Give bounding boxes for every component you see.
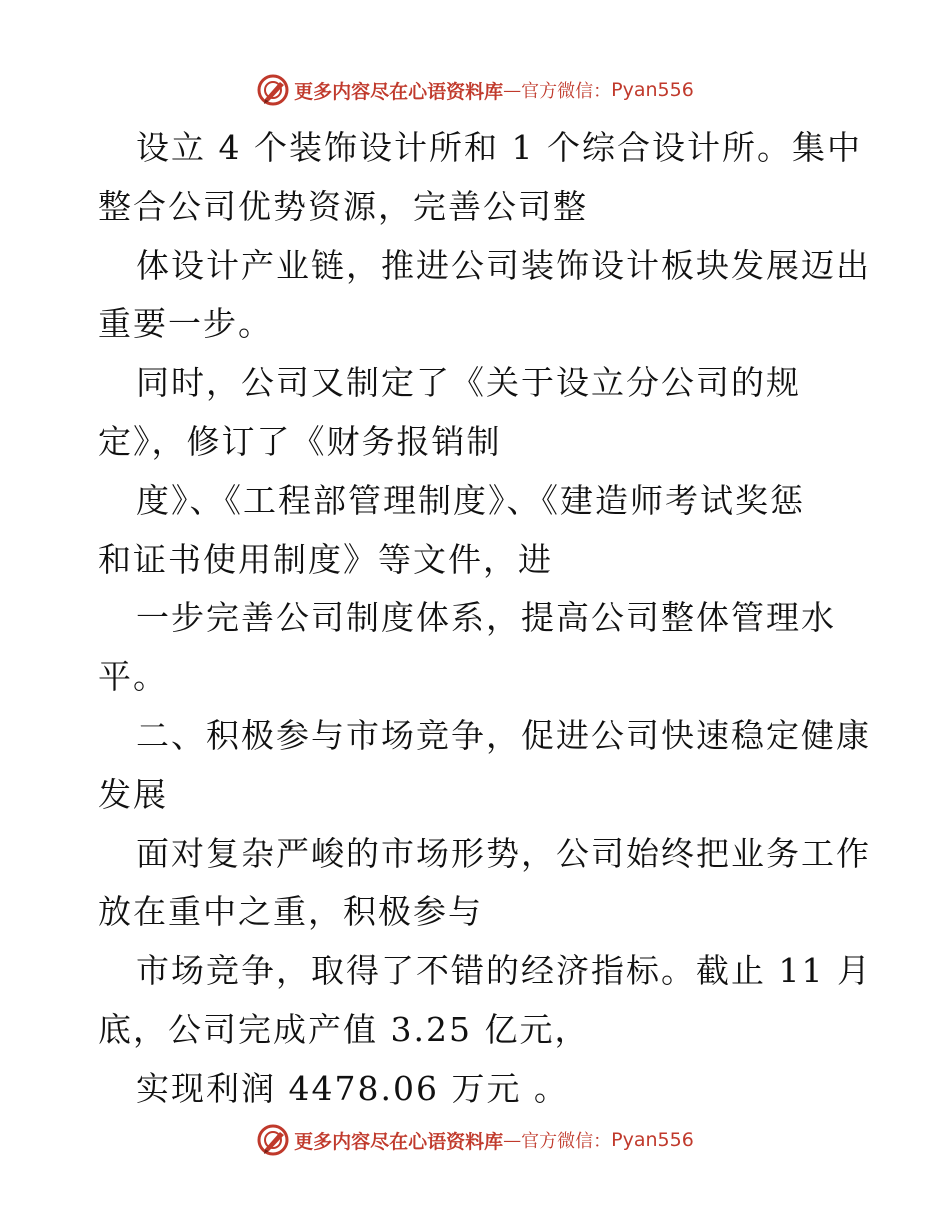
text-line: 和证书使用制度》等文件，进 xyxy=(98,539,553,579)
watermark-label: 官方微信： xyxy=(521,1131,612,1152)
watermark-text: 更多内容尽在心语资料库 xyxy=(294,80,504,103)
text-line: 重要一步。 xyxy=(98,304,273,344)
watermark-dash: — xyxy=(503,79,522,101)
text-line: 同时，公司又制定了《关于设立分公司的规 xyxy=(136,363,801,403)
watermark-text: 更多内容尽在心语资料库 xyxy=(294,1130,504,1153)
text-line: 平。 xyxy=(98,657,168,697)
text-line: 发展 xyxy=(98,774,168,814)
text-line: 体设计产业链，推进公司装饰设计板块发展迈出 xyxy=(136,245,871,285)
header-watermark xyxy=(0,70,950,110)
text-line: 放在重中之重，积极参与 xyxy=(98,892,483,932)
text-line: 定》，修订了《财务报销制 xyxy=(98,421,502,461)
document-body xyxy=(98,119,872,1119)
text-line: 二、积极参与市场竞争，促进公司快速稳定健康 xyxy=(136,715,871,755)
watermark-id: Pyan556 xyxy=(611,79,694,101)
pen-logo-icon xyxy=(256,73,290,107)
text-line: 面对复杂严峻的市场形势，公司始终把业务工作 xyxy=(136,833,871,873)
text-line: 实现利润 4478.06 万元 。 xyxy=(136,1068,569,1108)
text-line: 市场竞争，取得了不错的经济指标。截止 11 月 xyxy=(136,951,872,991)
text-line: 整合公司优势资源，完善公司整 xyxy=(98,186,588,226)
text-line: 底，公司完成产值 3.25 亿元， xyxy=(98,1009,590,1049)
text-line: 度》、《工程部管理制度》、《建造师考试奖惩 xyxy=(136,480,805,520)
watermark-label: 官方微信： xyxy=(521,81,612,102)
text-line: 一步完善公司制度体系，提高公司整体管理水 xyxy=(136,598,836,638)
footer-watermark xyxy=(0,1120,950,1160)
watermark-id: Pyan556 xyxy=(611,1129,694,1151)
pen-logo-icon xyxy=(256,1123,290,1157)
text-line: 设立 4 个装饰设计所和 1 个综合设计所。集中 xyxy=(136,128,862,167)
watermark-dash: — xyxy=(503,1129,522,1151)
